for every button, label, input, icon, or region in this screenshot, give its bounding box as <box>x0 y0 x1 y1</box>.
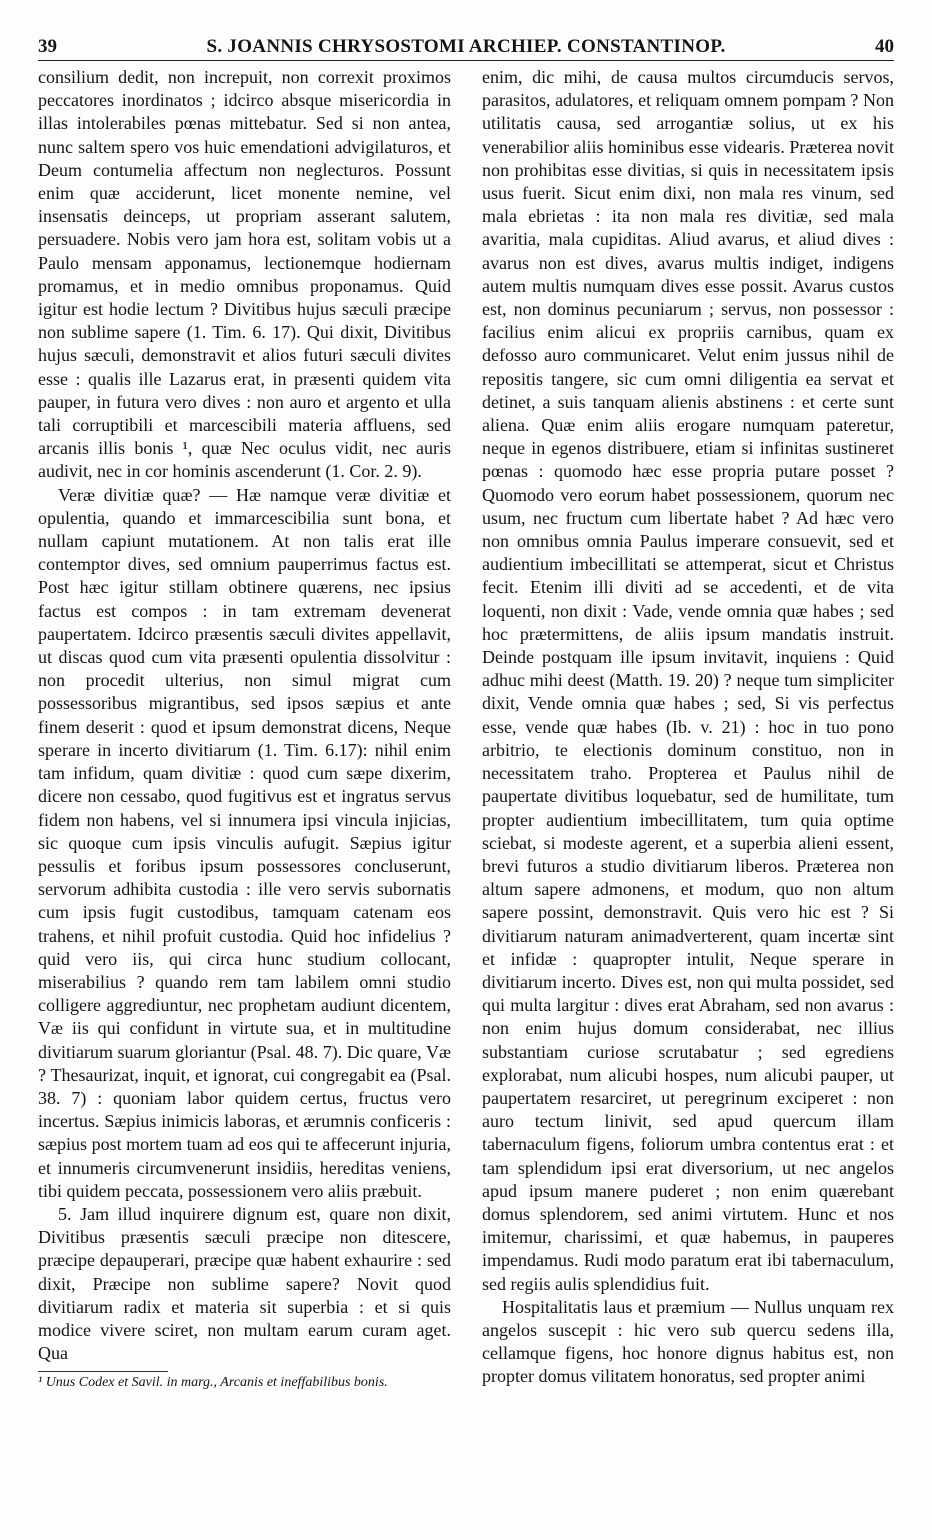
page-number-right: 40 <box>875 36 894 57</box>
footnote-divider <box>38 1371 168 1372</box>
paragraph: enim, dic mihi, de causa multos circumducis servos, parasitos, adulatores, et reliquam omnem pompam ? Non utilitatis causa, sed arrogantiæ solius, ut ex his venerabilior aliis hominibus esse videaris. Præterea novit non prohibitas esse divitias, si quis in necessitatem ipsis usus fuerit. Sicut enim dixi, non mala res vinum, sed mala ebrietas : ita non mala res divitiæ, sed mala avaritia, mala cupiditas. Aliud avarus, et aliud dives : avarus non est dives, avarus multis indiget, indigens autem multis numquam dives esse possit. Avarus custos est, non dominus pecuniarum ; servus, non possessor : facilius enim alicui ex propriis carnibus, quam ex defosso auro communicaret. Velut enim jussus nihil de repositis tangere, sic cum omni diligentia ea servat et detinet, a suis tanquam alienis abstinens : et certe sunt aliena. Quæ enim aliis erogare numquam pateretur, neque in egenos distribuere, etiam si infinitas sustineret pœnas : quomodo hæc esse propria putare posset ? Quomodo vero eorum habet possessionem, quorum nec usum, nec fructum cum libertate habet ? Ad hæc vero non omnibus omnia Paulus imperare consuevit, sed et audientium imbecillitati se attemperat, sicut et Christus fecit. Etenim illi diviti ad se accedenti, et de vita loquenti, non dixit : Vade, vende omnia quæ habes ; sed hoc prætermittens, de aliis ipsum mandatis instruit. Deinde postquam ille ipsum invitavit, inquiens : Quid adhuc mihi deest (Matth. 19. 20) ? neque tum simpliciter dixit, Vende omnia quæ habes ; sed, Si vis perfectus esse, vende quæ habes (Ib. v. 21) : hoc in tuo pono arbitrio, te electionis dominum constituo, non in necessitatem traho. Propterea et Paulus nihil de paupertate divitibus loquebatur, sed de humilitate, tum propter audientium imbecillitatem, tum quia optime sciebat, si modeste agerent, et a superbia alieni essent, brevi futuros a studio divitiarum liberos. Præterea non altum sapere admonens, et modum, quo non altum sapere possint, demonstravit. Quis vero hic est ? Si divitiarum naturam animadverterent, quam incertæ sint et infidæ : quapropter intulit, Neque sperare in divitiarum incerto. Dives est, non qui multa possidet, sed qui multa largitur : dives erat Abraham, sed non avarus : non enim hujus domum considerabat, nec illius substantiam curiose scrutabatur ; sed egrediens explorabat, num alicubi hospes, num alicubi pauper, ut paupertatem resarciret, ut peregrinum exciperet : non auro tectum linivit, sed apud quercum illam tabernaculum figens, foliorum umbra contentus erat : et tam splendidum ipsi erat diversorium, ut nec angelos apud ipsum manere puderet ; non enim quærebant domus splendorem, sed animi virtutem. Hunc et nos imitemur, charissimi, et quæ habemus, in pauperes impendamus. Rudi modo paratum erat ibi tabernaculum, sed regiis aulis splendidius fuit. <box>482 67 894 1294</box>
paragraph: Hospitalitatis laus et præmium — Nullus unquam rex angelos suscepit : hic vero sub quercu sedens illa, cellamque figens, hoc honore dignus habitus est, non propter domus vilitatem honoratus, sed propter animi <box>482 1296 894 1387</box>
paragraph: consilium dedit, non increpuit, non correxit proximos peccatores inordinatos ; idcirco absque misericordia in illas intolerabiles pœnas mittebatur. Sed si non antea, nunc saltem spero vos huic emendationi advigilaturos, et Deum contumelia affectum non neglecturos. Possunt enim quæ acciderunt, licet monente nemine, vel insensatis deinceps, ut propriam asserant salutem, persuadere. Nobis vero jam hora est, solitam vobis ut a Paulo mensam apponamus, lectionemque hodiernam promamus, et in medio omnibus proponamus. Quid igitur est hodie lectum ? Divitibus hujus sæculi præcipe non sublime sapere (1. Tim. 6. 17). Qui dixit, Divitibus hujus sæculi, demonstravit et alios futuri sæculi divites esse : qualis ille Lazarus erat, in præsenti quidem vita pauper, in futura vero dives : non auro et argento et ulla tali corruptibili et marcescibili materia affluens, sed arcanis illis bonis ¹, quæ Nec oculus vidit, nec auris audivit, nec in cor hominis ascenderunt (1. Cor. 2. 9). <box>38 67 451 482</box>
left-column <box>38 66 451 1391</box>
running-title: S. JOANNIS CHRYSOSTOMI ARCHIEP. CONSTANTINOP. <box>206 36 726 57</box>
right-column <box>482 66 894 1389</box>
paragraph: 5. Jam illud inquirere dignum est, quare non dixit, Divitibus præsentis sæculi præcipe non ditescere, præcipe depauperari, præcipe quæ habent exhaurire : sed dixit, Præcipe non sublime sapere? Novit quod divitiarum radix et materia sit superbia : et si quis modice vivere sciret, non multam earum curam aget. Qua <box>38 1203 451 1364</box>
page-header <box>38 34 894 61</box>
footnote: ¹ Unus Codex et Savil. in marg., Arcanis et ineffabilibus bonis. <box>38 1375 388 1391</box>
page-number-left: 39 <box>38 36 57 57</box>
paragraph: Veræ divitiæ quæ? — Hæ namque veræ divitiæ et opulentia, quando et immarcescibilia sunt bona, et nullam capiunt mutationem. At non talis erat ille contemptor dives, sed omnium pauperrimus factus est. Post hæc igitur stillam obtinere quærens, nec ipsius factus est compos : in tam extremam devenerat paupertatem. Idcirco præsentis sæculi divites appellavit, ut discas quod cum vita præsenti opulentia dissolvitur : non procedit ulterius, non simul migrat cum possessoribus migrantibus, sed ipsos sæpius et ante finem deserit : quod et ipsum demonstrat dicens, Neque sperare in incerto divitiarum (1. Tim. 6.17): nihil enim tam infidum, quam divitiæ : quod cum sæpe dixerim, dicere non cessabo, quod fugitivus est et ingratus servus fidem non habens, vel si innumera ipsi vincula injicias, sic quoque cum ipsis vinculis aufugit. Sæpius igitur pessulis et foribus ipsum possessores concluserunt, servorum adhibita custodia : ille vero servis subornatis cum ipsis fugit custodibus, tamquam catenam eos trahens, et nihil profuit custodia. Quid hoc infidelius ? quid vero iis, qui circa hunc studium collocant, miserabilius ? quando rem tam labilem omni studio colligere aggrediuntur, nec prophetam audiunt dicentem, Væ iis qui confidunt in virtute sua, et in multitudine divitiarum suarum gloriantur (Psal. 48. 7). Dic quare, Væ ? Thesaurizat, inquit, et ignorat, cui congregabit ea (Psal. 38. 7) : quoniam labor quidem certus, fructus vero incertus. Sæpius inimicis laboras, et ærumnis conficeris : sæpius post mortem tuam ad eos qui te affecerunt injuria, et innumeris circumvenerunt insidiis, hereditas veniens, tibi quidem peccata, possessionem vero aliis præbuit. <box>38 484 451 1201</box>
